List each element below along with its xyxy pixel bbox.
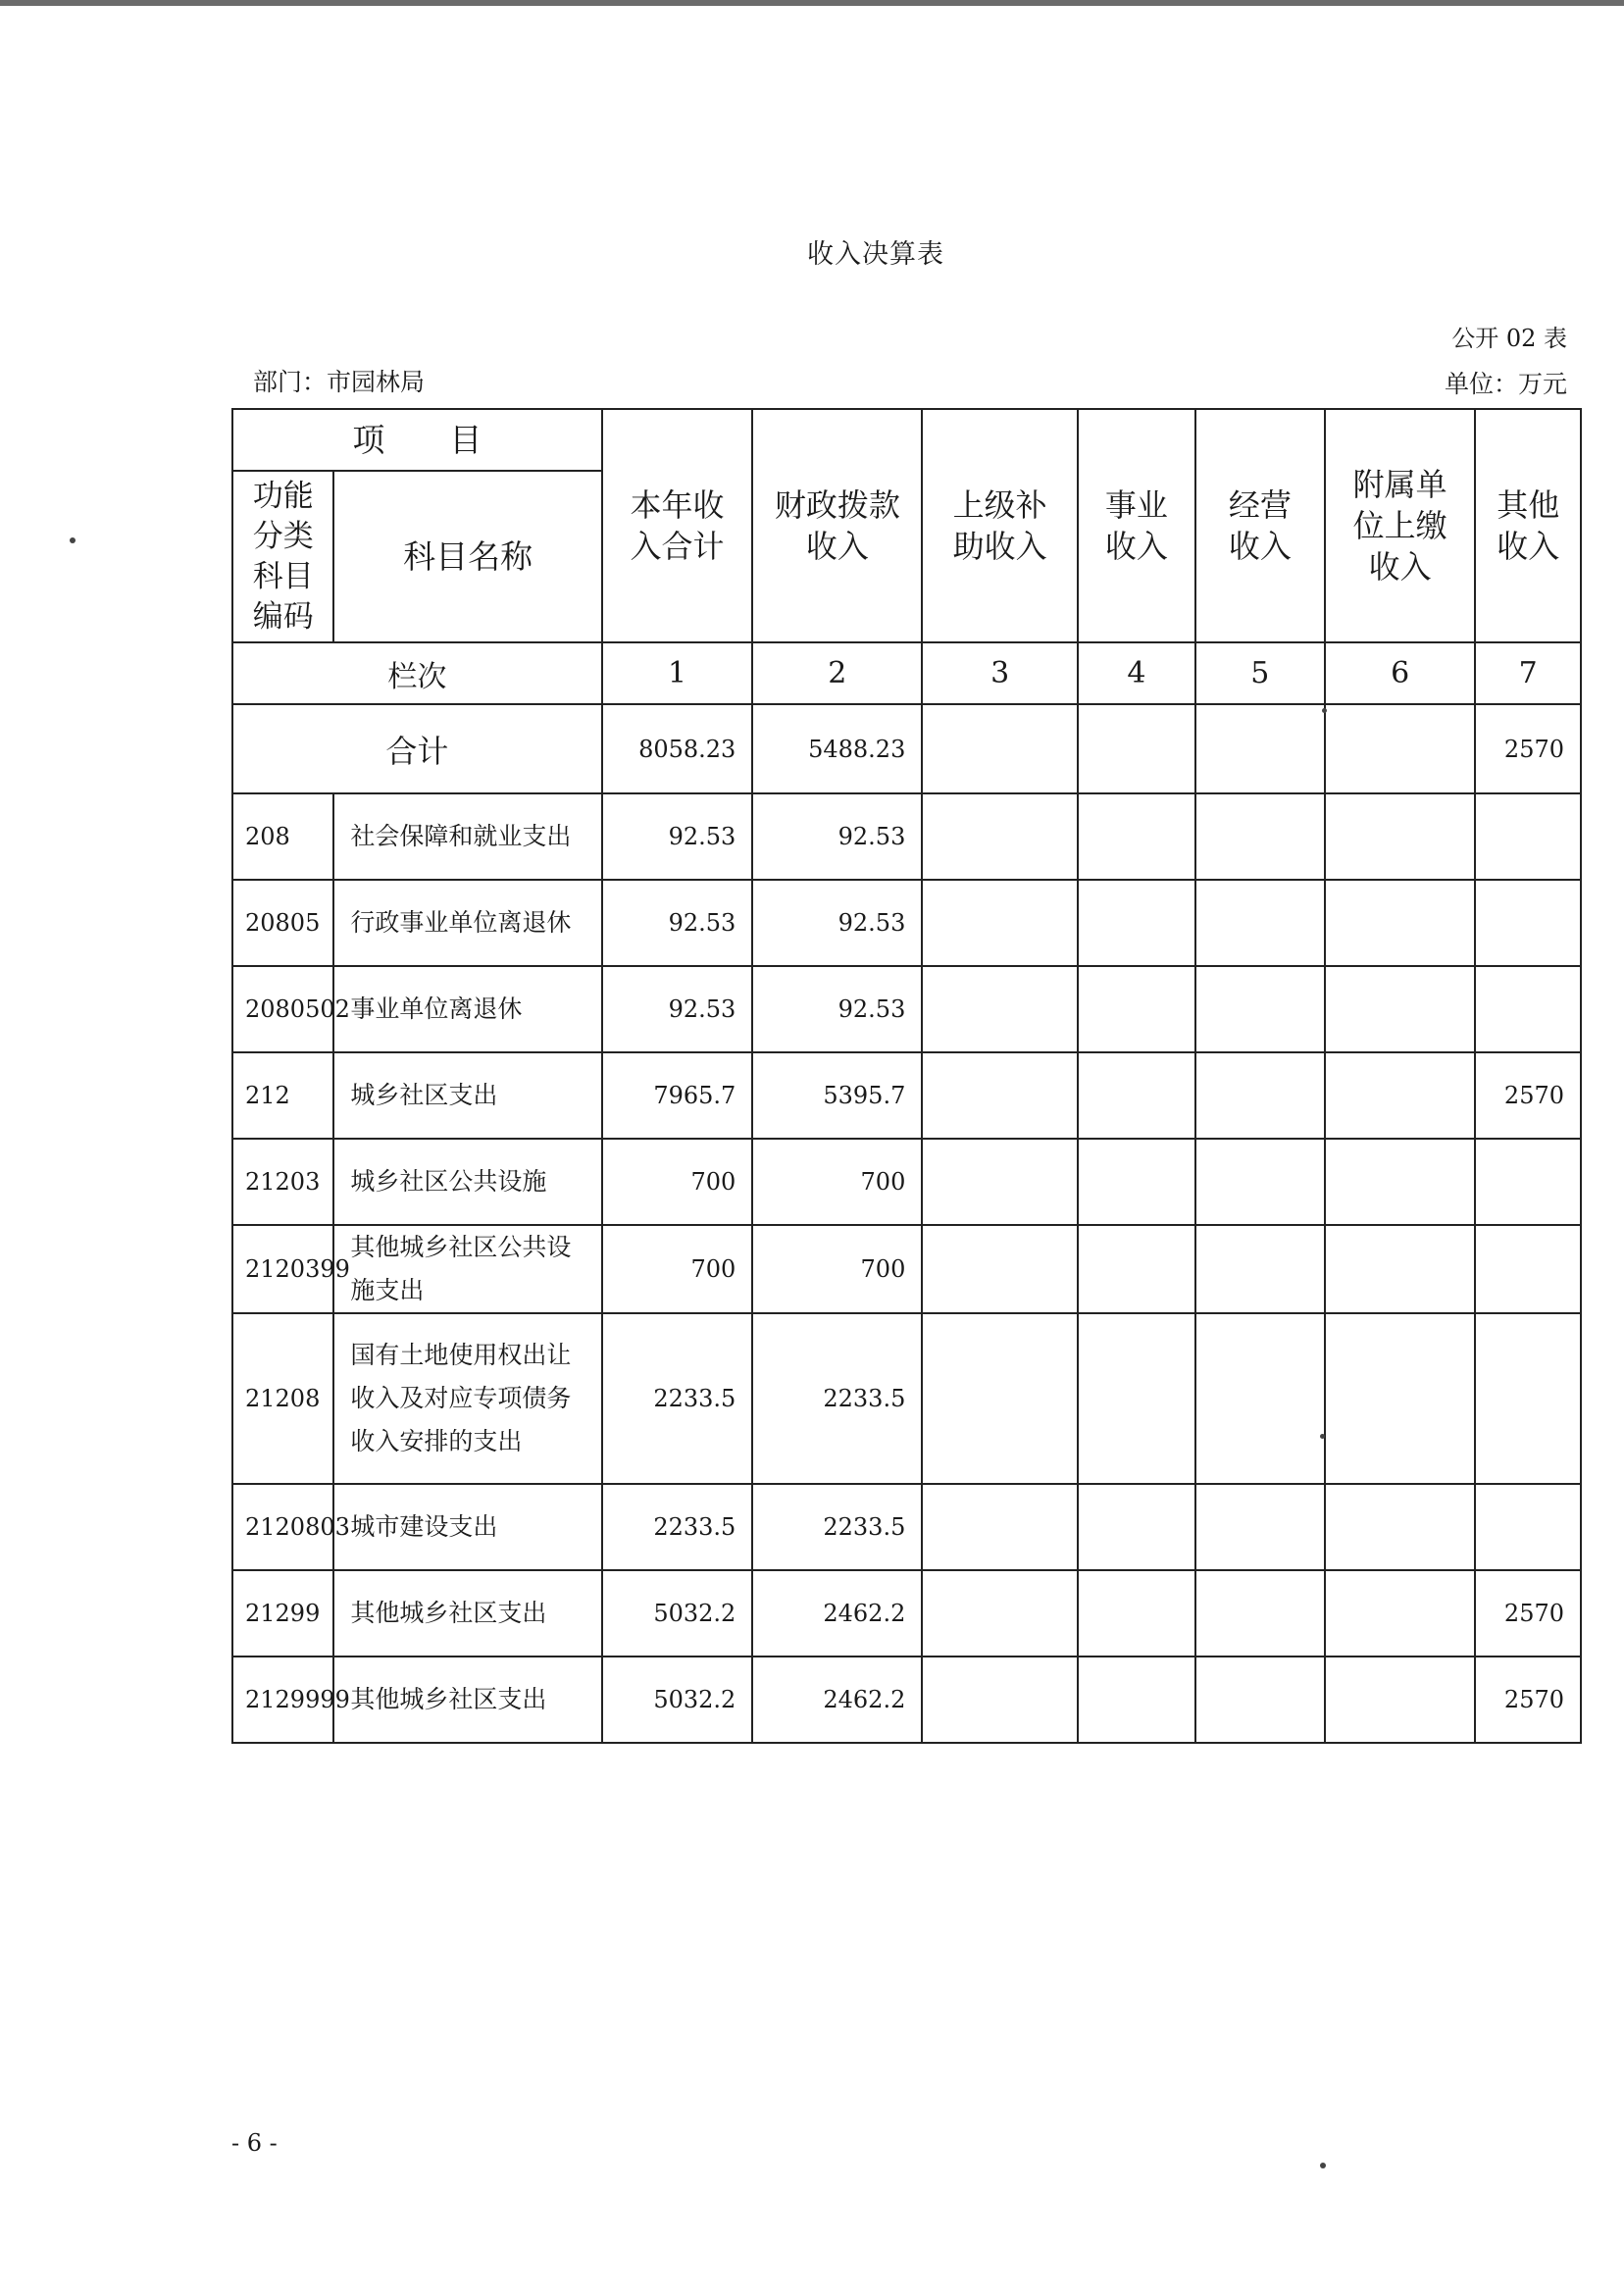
amount-cell (922, 1484, 1078, 1570)
amount-cell: 5395.7 (752, 1052, 922, 1139)
subject-code: 21203 (232, 1139, 333, 1225)
col-header-1 (602, 409, 753, 642)
col-header-text: 财政拨款收入 (774, 486, 900, 565)
subject-code: 208 (232, 793, 333, 880)
amount-cell: 2570 (1475, 1570, 1581, 1657)
amount-cell: 92.53 (602, 880, 753, 966)
col-header-text: 附属单位上缴收入 (1352, 466, 1447, 586)
amount-cell (1195, 793, 1325, 880)
subject-name: 其他城乡社区公共设施支出 (333, 1225, 601, 1313)
amount-cell (1325, 1225, 1476, 1313)
scan-speck (1322, 708, 1327, 713)
amount-cell: 92.53 (602, 793, 753, 880)
amount-cell (1078, 1484, 1195, 1570)
amount-cell: 2233.5 (752, 1484, 922, 1570)
subject-name: 城市建设支出 (333, 1484, 601, 1570)
page-number: - 6 - (231, 2129, 278, 2157)
subject-name: 城乡社区公共设施 (333, 1139, 601, 1225)
amount-cell (1325, 966, 1476, 1052)
amount-cell (1475, 1484, 1581, 1570)
col-header-text: 其他收入 (1497, 486, 1560, 565)
table-row (232, 793, 1581, 880)
subject-name: 其他城乡社区支出 (333, 1657, 601, 1743)
column-number: 4 (1078, 642, 1195, 704)
code-header (232, 471, 333, 642)
table-row (232, 966, 1581, 1052)
amount-cell (1195, 1484, 1325, 1570)
total-value (1078, 704, 1195, 793)
table-row (232, 1657, 1581, 1743)
table-row (232, 1570, 1581, 1657)
amount-cell (922, 793, 1078, 880)
amount-cell (1195, 1657, 1325, 1743)
amount-cell (1195, 1570, 1325, 1657)
subject-code: 212 (232, 1052, 333, 1139)
amount-cell (1475, 1313, 1581, 1484)
subject-name: 社会保障和就业支出 (333, 793, 601, 880)
column-number: 3 (922, 642, 1078, 704)
item-header: 项 目 (232, 409, 602, 471)
table-row (232, 1484, 1581, 1570)
table-row (232, 1139, 1581, 1225)
amount-cell (1325, 880, 1476, 966)
amount-cell (1325, 1052, 1476, 1139)
income-statement-table (231, 408, 1582, 1744)
total-value: 5488.23 (752, 704, 922, 793)
amount-cell (922, 1313, 1078, 1484)
amount-cell (922, 880, 1078, 966)
amount-cell (1078, 793, 1195, 880)
form-number: 公开 02 表 (1451, 325, 1567, 352)
amount-cell (1325, 1313, 1476, 1484)
col-header-2 (752, 409, 922, 642)
amount-cell: 5032.2 (602, 1570, 753, 1657)
amount-cell: 92.53 (602, 966, 753, 1052)
amount-cell: 2233.5 (602, 1484, 753, 1570)
amount-cell (1325, 793, 1476, 880)
amount-cell (922, 1225, 1078, 1313)
amount-cell (922, 1052, 1078, 1139)
amount-cell (1078, 1139, 1195, 1225)
column-number: 6 (1325, 642, 1476, 704)
code-header-text: 功能分类科目编码 (252, 478, 314, 635)
amount-cell (1078, 1052, 1195, 1139)
amount-cell (1325, 1657, 1476, 1743)
amount-cell (1475, 880, 1581, 966)
amount-cell (922, 966, 1078, 1052)
amount-cell (1195, 1139, 1325, 1225)
amount-cell: 7965.7 (602, 1052, 753, 1139)
table-row (232, 1052, 1581, 1139)
total-value: 2570 (1475, 704, 1581, 793)
amount-cell: 5032.2 (602, 1657, 753, 1743)
amount-cell (1325, 1139, 1476, 1225)
amount-cell (1475, 966, 1581, 1052)
col-header-5 (1195, 409, 1325, 642)
subject-name: 城乡社区支出 (333, 1052, 601, 1139)
subject-code: 20805 (232, 880, 333, 966)
col-header-text: 本年收入合计 (630, 486, 725, 565)
subject-code: 2129999 (232, 1657, 333, 1743)
amount-cell (1078, 880, 1195, 966)
amount-cell (1078, 1313, 1195, 1484)
subject-code: 2120803 (232, 1484, 333, 1570)
amount-cell (922, 1657, 1078, 1743)
column-number: 7 (1475, 642, 1581, 704)
subject-code: 21299 (232, 1570, 333, 1657)
amount-cell: 700 (752, 1225, 922, 1313)
subject-code: 2080502 (232, 966, 333, 1052)
table-row (232, 1313, 1581, 1484)
amount-cell (1475, 1139, 1581, 1225)
amount-cell: 2233.5 (752, 1313, 922, 1484)
amount-cell: 92.53 (752, 880, 922, 966)
department-label: 部门：市园林局 (253, 368, 426, 396)
amount-cell: 700 (602, 1139, 753, 1225)
amount-cell: 92.53 (752, 966, 922, 1052)
column-number: 1 (602, 642, 753, 704)
scan-speck (1320, 2163, 1326, 2168)
amount-cell (1195, 1225, 1325, 1313)
name-header: 科目名称 (333, 471, 601, 642)
column-number: 5 (1195, 642, 1325, 704)
col-header-text: 经营收入 (1228, 486, 1292, 565)
table-row (232, 880, 1581, 966)
scan-top-edge (0, 0, 1624, 6)
col-header-7 (1475, 409, 1581, 642)
table-row (232, 1225, 1581, 1313)
amount-cell: 2462.2 (752, 1570, 922, 1657)
amount-cell (1078, 1225, 1195, 1313)
subject-code: 21208 (232, 1313, 333, 1484)
scan-speck (70, 537, 76, 543)
page-title: 收入决算表 (807, 239, 944, 270)
amount-cell (1195, 1052, 1325, 1139)
col-header-4 (1078, 409, 1195, 642)
unit-label: 单位：万元 (1444, 370, 1567, 398)
amount-cell: 700 (602, 1225, 753, 1313)
amount-cell (922, 1570, 1078, 1657)
amount-cell (1195, 966, 1325, 1052)
subject-name: 事业单位离退休 (333, 966, 601, 1052)
col-header-6 (1325, 409, 1476, 642)
amount-cell (922, 1139, 1078, 1225)
amount-cell (1325, 1484, 1476, 1570)
scan-speck (1320, 1434, 1325, 1439)
subject-name: 行政事业单位离退休 (333, 880, 601, 966)
subject-code: 2120399 (232, 1225, 333, 1313)
col-header-text: 事业收入 (1104, 486, 1168, 565)
col-header-text: 上级补助收入 (952, 486, 1047, 565)
amount-cell: 2570 (1475, 1052, 1581, 1139)
total-value (1195, 704, 1325, 793)
col-header-3 (922, 409, 1078, 642)
total-value (922, 704, 1078, 793)
row-index-label: 栏次 (232, 642, 602, 704)
amount-cell: 700 (752, 1139, 922, 1225)
amount-cell: 2233.5 (602, 1313, 753, 1484)
amount-cell (1078, 1657, 1195, 1743)
subject-name: 国有土地使用权出让收入及对应专项债务收入安排的支出 (333, 1313, 601, 1484)
amount-cell (1475, 793, 1581, 880)
total-value: 8058.23 (602, 704, 753, 793)
column-number: 2 (752, 642, 922, 704)
amount-cell: 92.53 (752, 793, 922, 880)
amount-cell (1195, 1313, 1325, 1484)
amount-cell (1325, 1570, 1476, 1657)
amount-cell: 2462.2 (752, 1657, 922, 1743)
amount-cell (1195, 880, 1325, 966)
amount-cell (1078, 1570, 1195, 1657)
amount-cell (1475, 1225, 1581, 1313)
subject-name: 其他城乡社区支出 (333, 1570, 601, 1657)
total-label: 合计 (232, 704, 602, 793)
total-value (1325, 704, 1476, 793)
amount-cell: 2570 (1475, 1657, 1581, 1743)
amount-cell (1078, 966, 1195, 1052)
